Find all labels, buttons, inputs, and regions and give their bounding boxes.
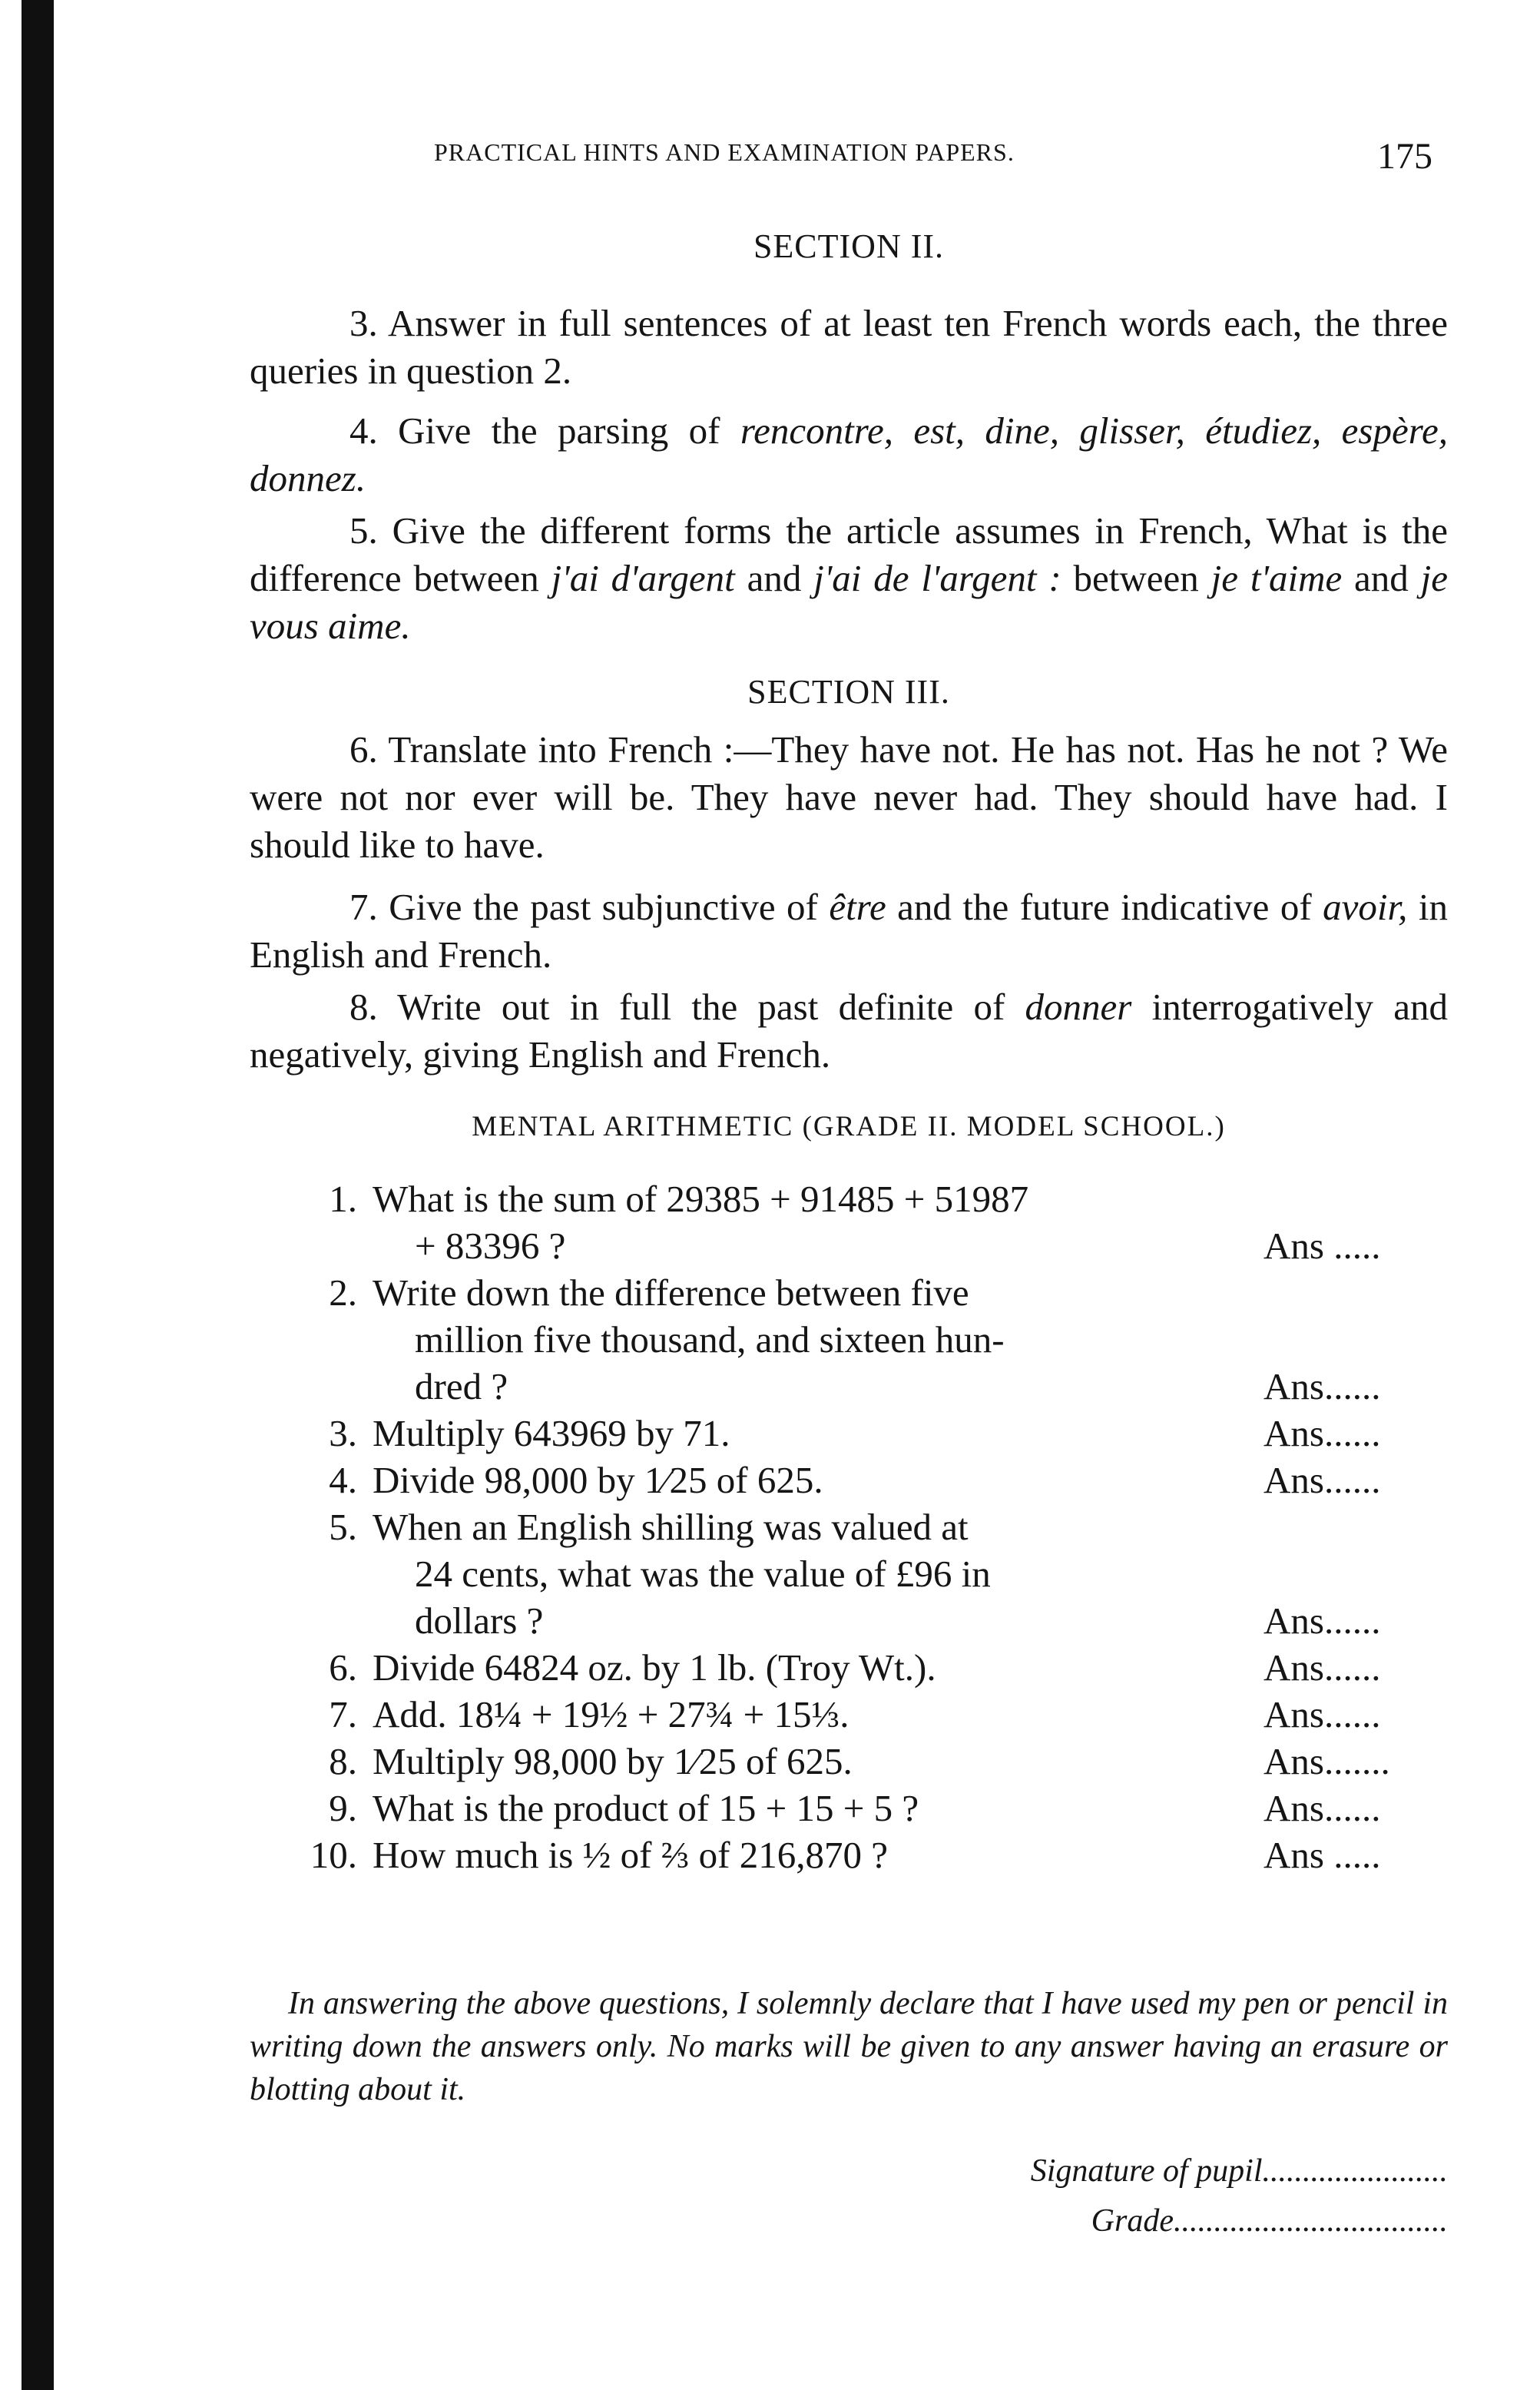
list-item-continued (303, 1316, 1440, 1363)
question-6: 6. Translate into French :—They have not. He has not. Has he not ? We were not nor ever will be. They have never had. They should have had. I should like to have. (250, 728, 1448, 866)
question-text: Multiply 643969 by 71. (373, 1412, 730, 1454)
list-item (303, 1738, 1440, 1785)
question-5-part-a: 5. Give the different forms the article assumes in French, What is the difference between (250, 509, 1448, 599)
question-number: 8. (329, 1740, 357, 1782)
grade-line: Grade.................................. (1091, 2203, 1448, 2239)
declaration-note: In answering the above questions, I solemnly declare that I have used my pen or pencil in writing down the answers only. No marks will be given to any answer having an erasure or blotting about it. (250, 1986, 1448, 2107)
signature-line: Signature of pupil....................... (1030, 2153, 1448, 2189)
question-number: 4. (329, 1459, 357, 1501)
question-text: How much is ½ of ⅔ of 216,870 ? (373, 1834, 888, 1876)
question-4-words: rencontre, est, dine, glisser, étudiez, espère, donnez. (250, 409, 1448, 499)
question-8 (250, 983, 1448, 1079)
question-number: 9. (329, 1787, 357, 1829)
question-8-word: donner (1025, 986, 1132, 1028)
page-number: 175 (1377, 136, 1432, 177)
question-text: Write down the difference between five (373, 1271, 969, 1314)
list-item (303, 1831, 1440, 1878)
answer-blank: Ans...... (1263, 1365, 1381, 1407)
answer-blank: Ans....... (1263, 1740, 1390, 1782)
question-number: 1. (329, 1178, 357, 1220)
question-8-part-a: 8. Write out in full the past definite of (349, 986, 1025, 1028)
question-text: Add. 18¼ + 19½ + 27¾ + 15⅓. (373, 1693, 849, 1735)
question-5-part-e: between (1061, 557, 1211, 599)
running-header: PRACTICAL HINTS AND EXAMINATION PAPERS. (434, 138, 1015, 166)
question-7-part-a: 7. Give the past subjunctive of (349, 886, 830, 928)
list-item-continued (303, 1550, 1440, 1597)
answer-blank: Ans...... (1263, 1693, 1381, 1735)
answer-blank: Ans...... (1263, 1459, 1381, 1501)
question-number: 3. (329, 1412, 357, 1454)
question-8-part-c: interrogatively and negatively, giving English and French. (250, 986, 1449, 1076)
question-number: 10. (310, 1834, 357, 1876)
question-7-part-c: and the future indicative of (886, 886, 1323, 928)
answer-blank: Ans...... (1263, 1646, 1381, 1689)
question-text: Divide 98,000 by 1⁄25 of 625. (373, 1459, 823, 1501)
answer-blank: Ans ..... (1263, 1225, 1381, 1267)
list-item (303, 1785, 1440, 1831)
question-4 (250, 407, 1448, 502)
answer-blank: Ans...... (1263, 1787, 1381, 1829)
question-3: 3. Answer in full sentences of at least ten French words each, the three queries in question 2. (250, 302, 1448, 392)
mental-question-list (303, 1175, 1440, 1878)
question-text: Divide 64824 oz. by 1 lb. (Troy Wt.). (373, 1646, 936, 1689)
list-item-continued (303, 1363, 1440, 1410)
question-text: dollars ? (415, 1599, 544, 1642)
question-5-phrase-4: je vous aime. (250, 557, 1449, 647)
answer-blank: Ans...... (1263, 1412, 1381, 1454)
question-7-word-2: avoir, (1323, 886, 1408, 928)
list-item (303, 1175, 1440, 1222)
list-item (303, 1410, 1440, 1457)
question-text: What is the sum of 29385 + 91485 + 51987 (373, 1178, 1029, 1220)
mental-arithmetic-title: MENTAL ARITHMETIC (GRADE II. MODEL SCHOOL.) (472, 1111, 1226, 1142)
list-item (303, 1644, 1440, 1691)
question-number: 6. (329, 1646, 357, 1689)
question-text: million five thousand, and sixteen hun- (415, 1318, 1005, 1361)
book-spine-edge (22, 0, 54, 2390)
question-text: Multiply 98,000 by 1⁄25 of 625. (373, 1740, 853, 1782)
list-item (303, 1457, 1440, 1503)
question-5 (250, 507, 1448, 650)
list-item (303, 1691, 1440, 1738)
question-number: 2. (329, 1271, 357, 1314)
question-text: + 83396 ? (415, 1225, 566, 1267)
question-5-phrase-2: j'ai de l'argent : (813, 557, 1061, 599)
question-5-phrase-3: je t'aime (1210, 557, 1343, 599)
question-4-lead: 4. Give the parsing of (349, 409, 740, 452)
question-5-phrase-1: j'ai d'argent (551, 557, 735, 599)
section-3-title: SECTION III. (747, 673, 950, 711)
question-text: dred ? (415, 1365, 508, 1407)
list-item (303, 1503, 1440, 1550)
question-text: What is the product of 15 + 15 + 5 ? (373, 1787, 919, 1829)
question-7 (250, 883, 1448, 979)
question-number: 7. (329, 1693, 357, 1735)
list-item (303, 1269, 1440, 1316)
question-text: 24 cents, what was the value of £96 in (415, 1553, 991, 1595)
question-text: When an English shilling was valued at (373, 1506, 969, 1548)
answer-blank: Ans ..... (1263, 1834, 1381, 1876)
list-item-continued (303, 1597, 1440, 1644)
question-5-part-c: and (734, 557, 814, 599)
question-7-word-1: être (829, 886, 886, 928)
section-2-title: SECTION II. (753, 227, 945, 265)
question-7-part-e: in English and French. (250, 886, 1448, 976)
question-number: 5. (329, 1506, 357, 1548)
answer-blank: Ans...... (1263, 1599, 1381, 1642)
list-item-continued (303, 1222, 1440, 1269)
question-5-part-g: and (1342, 557, 1421, 599)
